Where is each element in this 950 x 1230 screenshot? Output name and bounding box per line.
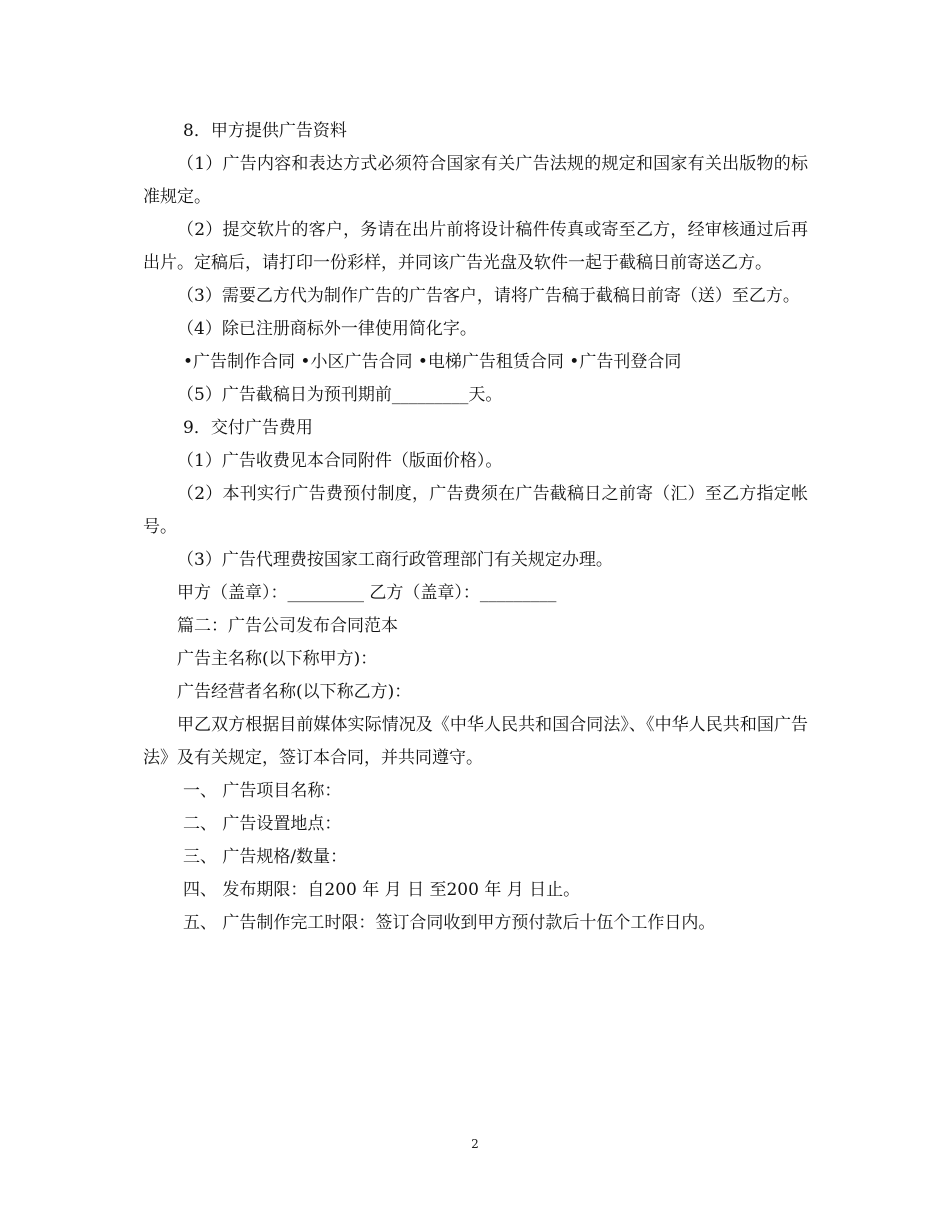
paragraph: （2）本刊实行广告费预付制度，广告费须在广告截稿日之前寄（汇）至乙方指定帐号。 [143, 484, 808, 537]
section-heading: 9．交付广告费用 [183, 418, 313, 438]
paragraph: 甲乙双方根据目前媒体实际情况及《中华人民共和国合同法》、《中华人民共和国广告法》及有关规定，签订本合同，并共同遵守。 [143, 715, 808, 768]
section-title: 篇二：广告公司发布合同范本 [177, 616, 398, 636]
clause-item: 五、 广告制作完工时限：签订合同收到甲方预付款后十伍个工作日内。 [183, 913, 716, 933]
clause-item: 一、 广告项目名称： [183, 781, 342, 801]
paragraph: （1）广告内容和表达方式必须符合国家有关广告法规的规定和国家有关出版物的标准规定。 [143, 154, 808, 207]
paragraph: （5）广告截稿日为预刊期前_________天。 [177, 385, 503, 405]
signature-line: 甲方（盖章）：_________ 乙方（盖章）：_________ [177, 583, 557, 603]
document-body [143, 115, 808, 940]
paragraph: 广告经营者名称(以下称乙方)： [177, 682, 412, 702]
paragraph: （3）广告代理费按国家工商行政管理部门有关规定办理。 [177, 550, 613, 570]
clause-item: 四、 发布期限：自200 年 月 日 至200 年 月 日止。 [183, 880, 581, 900]
related-links[interactable]: •广告制作合同 •小区广告合同 •电梯广告租赁合同 •广告刊登合同 [183, 352, 682, 372]
page-number: 2 [471, 1137, 479, 1151]
paragraph: （4）除已注册商标外一律使用简化字。 [177, 319, 477, 339]
section-heading: 8．甲方提供广告资料 [183, 121, 347, 141]
clause-item: 二、 广告设置地点： [183, 814, 342, 834]
paragraph: （3）需要乙方代为制作广告的广告客户，请将广告稿于截稿日前寄（送）至乙方。 [177, 286, 800, 306]
clause-item: 三、 广告规格/数量： [183, 847, 348, 867]
paragraph: （1）广告收费见本合同附件（版面价格）。 [177, 451, 503, 471]
paragraph: （2）提交软片的客户，务请在出片前将设计稿件传真或寄至乙方，经审核通过后再出片。定稿后，请打印一份彩样，并同该广告光盘及软件一起于截稿日前寄送乙方。 [143, 220, 808, 273]
paragraph: 广告主名称(以下称甲方)： [177, 649, 378, 669]
